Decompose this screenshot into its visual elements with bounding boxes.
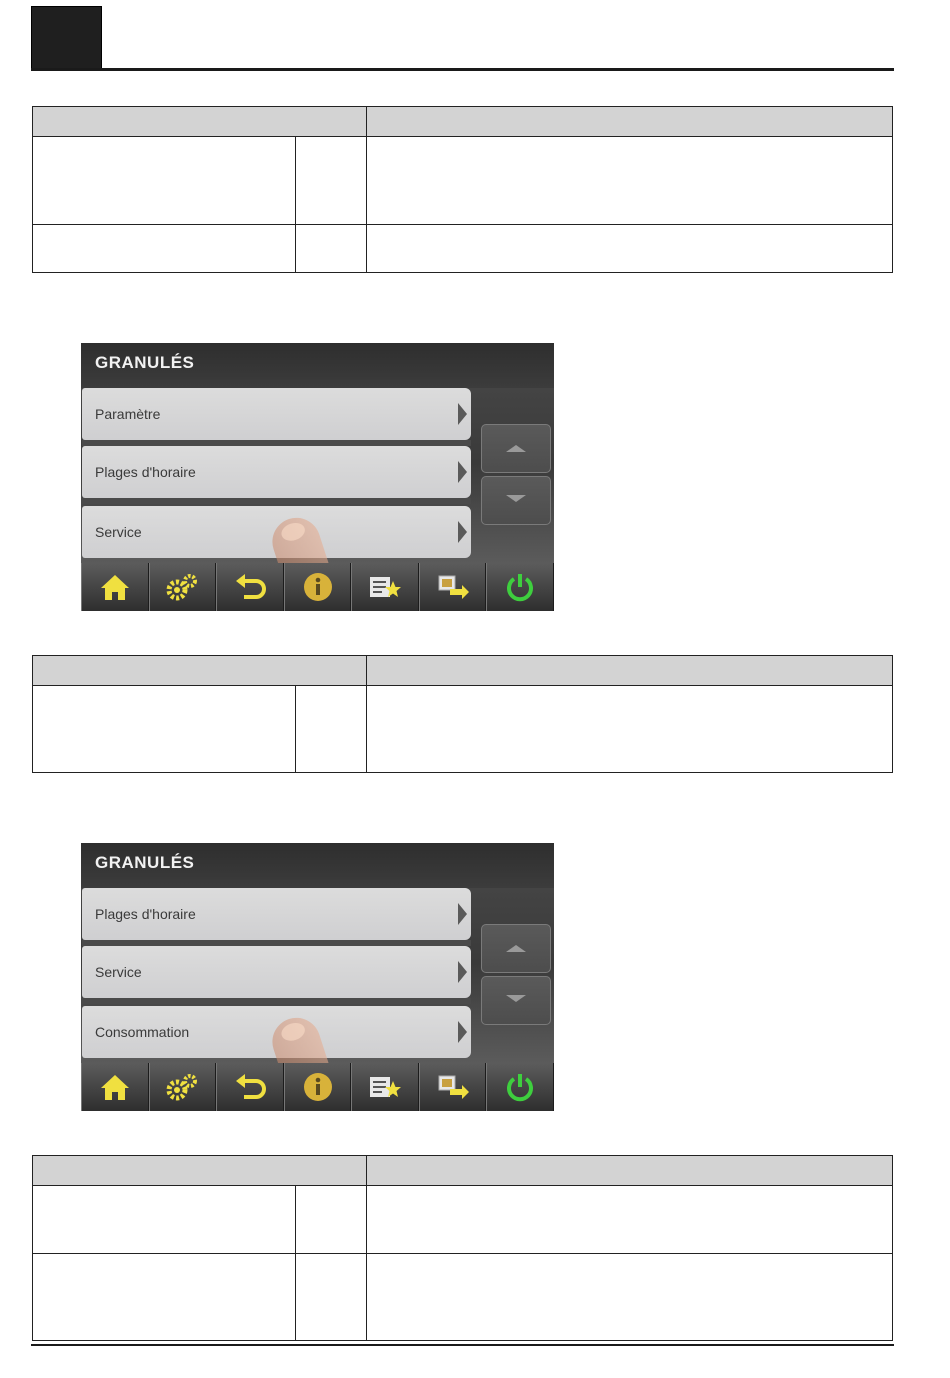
device-screen-2 bbox=[81, 843, 554, 1111]
header-rule bbox=[31, 68, 894, 71]
bottom-toolbar bbox=[81, 563, 554, 611]
arrow-down-icon bbox=[506, 995, 526, 1002]
scroll-up-button[interactable] bbox=[481, 924, 551, 973]
power-icon bbox=[505, 572, 535, 602]
screen-switch-icon bbox=[436, 573, 470, 601]
power-button[interactable] bbox=[486, 563, 554, 611]
home-button[interactable] bbox=[81, 1063, 149, 1111]
settings-gears-icon bbox=[165, 1073, 199, 1101]
table-3 bbox=[32, 1155, 893, 1341]
arrow-up-icon bbox=[506, 945, 526, 952]
screen-switch-button[interactable] bbox=[419, 1063, 487, 1111]
menu-item-label: Service bbox=[95, 524, 142, 540]
menu-item-parametre[interactable] bbox=[82, 388, 471, 440]
chevron-right-icon bbox=[458, 1021, 467, 1043]
favorites-list-icon bbox=[368, 573, 402, 601]
table-header bbox=[33, 1156, 892, 1186]
info-icon bbox=[303, 1072, 333, 1102]
chevron-right-icon bbox=[458, 521, 467, 543]
arrow-up-icon bbox=[506, 445, 526, 452]
arrow-down-icon bbox=[506, 495, 526, 502]
power-icon bbox=[505, 1072, 535, 1102]
info-button[interactable] bbox=[284, 563, 352, 611]
favorites-list-icon bbox=[368, 1073, 402, 1101]
table-row bbox=[33, 1254, 892, 1341]
menu-item-label: Service bbox=[95, 964, 142, 980]
back-button[interactable] bbox=[216, 563, 284, 611]
menu-item-plages-horaire[interactable] bbox=[82, 446, 471, 498]
bottom-toolbar bbox=[81, 1063, 554, 1111]
chevron-right-icon bbox=[458, 403, 467, 425]
device-screen-1 bbox=[81, 343, 554, 611]
footer-rule bbox=[31, 1344, 894, 1346]
chapter-marker bbox=[31, 6, 102, 70]
settings-button[interactable] bbox=[149, 563, 217, 611]
menu-item-label: Consommation bbox=[95, 1024, 190, 1040]
scroll-down-button[interactable] bbox=[481, 476, 551, 525]
menu-item-service[interactable] bbox=[82, 946, 471, 998]
info-button[interactable] bbox=[284, 1063, 352, 1111]
favorites-button[interactable] bbox=[351, 1063, 419, 1111]
table-2 bbox=[32, 655, 893, 773]
screen-title: GRANULÉS bbox=[81, 843, 554, 888]
menu-item-label: Plages d'horaire bbox=[95, 906, 196, 922]
table-header bbox=[33, 656, 892, 686]
chevron-right-icon bbox=[458, 903, 467, 925]
back-button[interactable] bbox=[216, 1063, 284, 1111]
screen-switch-icon bbox=[436, 1073, 470, 1101]
table-row bbox=[33, 225, 892, 273]
power-button[interactable] bbox=[486, 1063, 554, 1111]
screen-switch-button[interactable] bbox=[419, 563, 487, 611]
home-icon bbox=[100, 573, 130, 601]
table-row bbox=[33, 137, 892, 225]
settings-gears-icon bbox=[165, 573, 199, 601]
menu-item-label: Paramètre bbox=[95, 406, 161, 422]
table-1 bbox=[32, 106, 893, 273]
settings-button[interactable] bbox=[149, 1063, 217, 1111]
menu-item-label: Plages d'horaire bbox=[95, 464, 196, 480]
info-icon bbox=[303, 572, 333, 602]
home-icon bbox=[100, 1073, 130, 1101]
table-header bbox=[33, 107, 892, 137]
table-row bbox=[33, 686, 892, 773]
back-arrow-icon bbox=[234, 1073, 266, 1101]
scroll-down-button[interactable] bbox=[481, 976, 551, 1025]
table-row bbox=[33, 1186, 892, 1254]
chevron-right-icon bbox=[458, 461, 467, 483]
back-arrow-icon bbox=[234, 573, 266, 601]
favorites-button[interactable] bbox=[351, 563, 419, 611]
chevron-right-icon bbox=[458, 961, 467, 983]
menu-item-plages-horaire[interactable] bbox=[82, 888, 471, 940]
screen-title: GRANULÉS bbox=[81, 343, 554, 388]
scroll-up-button[interactable] bbox=[481, 424, 551, 473]
home-button[interactable] bbox=[81, 563, 149, 611]
